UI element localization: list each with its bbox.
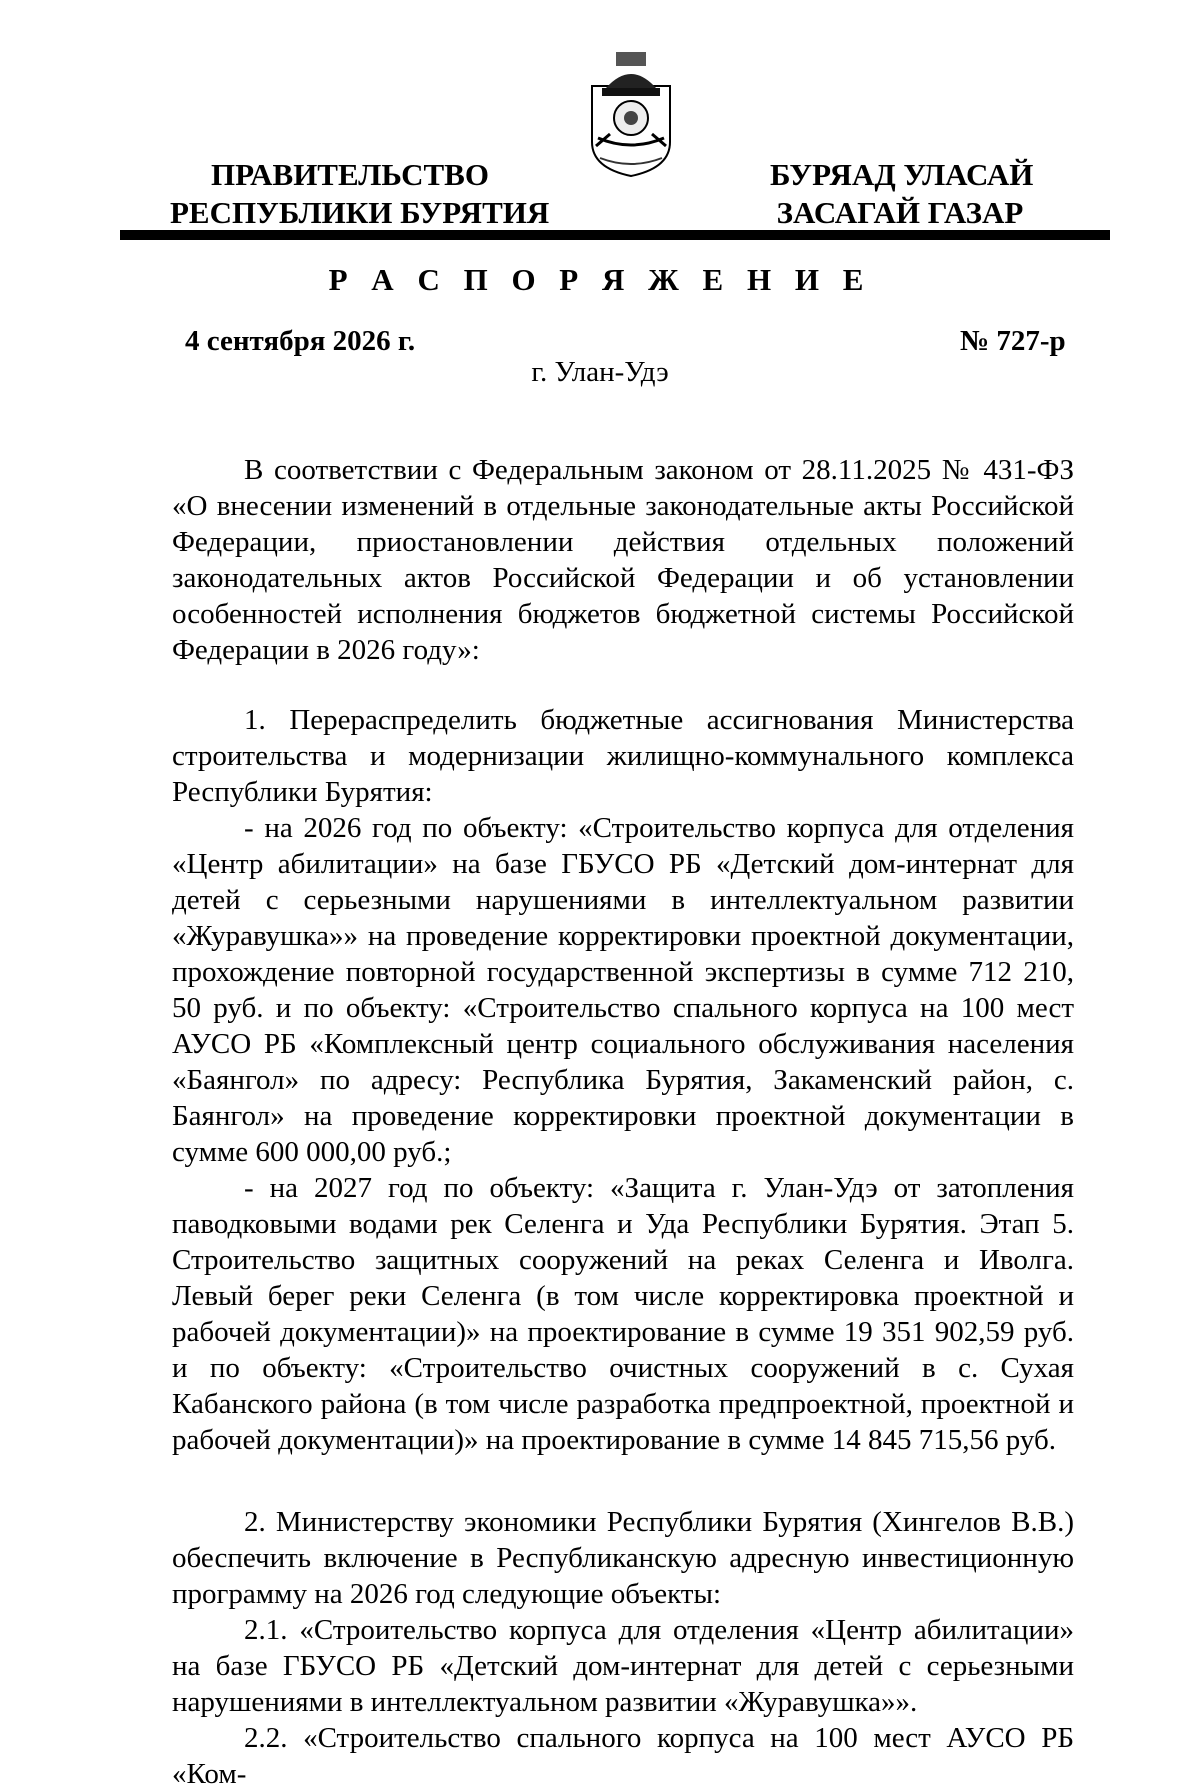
- paragraph-2-2: 2.2. «Строительство спального корпуса на 100 мест АУСО РБ «Ком-: [172, 1722, 1074, 1790]
- paragraph-1a: - на 2026 год по объекту: «Строительство корпуса для отделения «Центр абилитации» на базе ГБУСО РБ «Детский дом-интернат для детей с серьезными нарушениями в интеллектуальном развитии «Журавушка»» на проведение корректировки проектной документации, прохождение повторной государственной экспертизы в сумме 712 210, 50 руб. и по объекту: «Строительство спального корпуса на 100 мест АУСО РБ «Комплексный центр социального обслуживания населения «Баянгол» по адресу: Республика Бурятия, Закаменский район, с. Баянгол» на проведение корректировки проектной документации в сумме 600 000,00 руб.;: [172, 812, 1074, 1168]
- header-left: [170, 156, 550, 232]
- header-right-line1: БУРЯАД УЛАСАЙ: [770, 157, 1034, 192]
- paragraph-intro: В соответствии с Федеральным законом от 28.11.2025 № 431-ФЗ «О внесении изменений в отдельные законодательные акты Российской Федерации, приостановлении действия отдельных положений законодательных актов Российской Федерации и об установлении особенностей исполнения бюджетов бюджетной системы Российской Федерации в 2026 году»:: [172, 454, 1074, 666]
- header-left-line2: РЕСПУБЛИКИ БУРЯТИЯ: [170, 195, 550, 230]
- paragraph-1: 1. Перераспределить бюджетные ассигнования Министерства строительства и модернизации жилищно-коммунального комплекса Республики Бурятия:: [172, 704, 1074, 808]
- header-divider: [120, 230, 1110, 240]
- document-date: 4 сентября 2026 г.: [185, 325, 416, 357]
- header-right: [770, 156, 1034, 232]
- paragraph-1b: - на 2027 год по объекту: «Защита г. Улан-Удэ от затопления паводковыми водами рек Селенга и Уда Республики Бурятия. Этап 5. Строительство защитных сооружений на реках Селенга и Иволга. Левый берег реки Селенга (в том числе корректировка проектной и рабочей документации)» на проектирование в сумме 19 351 902,59 руб. и по объекту: «Строительство очистных сооружений в с. Сухая Кабанского района (в том числе разработка предпроектной, проектной и рабочей документации)» на проектирование в сумме 14 845 715,56 руб.: [172, 1172, 1074, 1456]
- document-type-title: Р А С П О Р Я Ж Е Н И Е: [328, 262, 872, 297]
- header-right-line2: ЗАСАГАЙ ГАЗАР: [776, 195, 1024, 230]
- coat-of-arms-icon: [586, 46, 676, 178]
- document-city: г. Улан-Удэ: [531, 356, 669, 388]
- header-left-line1: ПРАВИТЕЛЬСТВО: [211, 157, 489, 192]
- document-number: № 727-р: [960, 325, 1066, 357]
- paragraph-2-1: 2.1. «Строительство корпуса для отделения «Центр абилитации» на базе ГБУСО РБ «Детский дом-интернат для детей с серьезными нарушениями в интеллектуальном развитии «Журавушка»».: [172, 1614, 1074, 1718]
- document-body: [172, 452, 1074, 1792]
- paragraph-2: 2. Министерству экономики Республики Бурятия (Хингелов В.В.) обеспечить включение в Республиканскую адресную инвестиционную программу на 2026 год следующие объекты:: [172, 1506, 1074, 1610]
